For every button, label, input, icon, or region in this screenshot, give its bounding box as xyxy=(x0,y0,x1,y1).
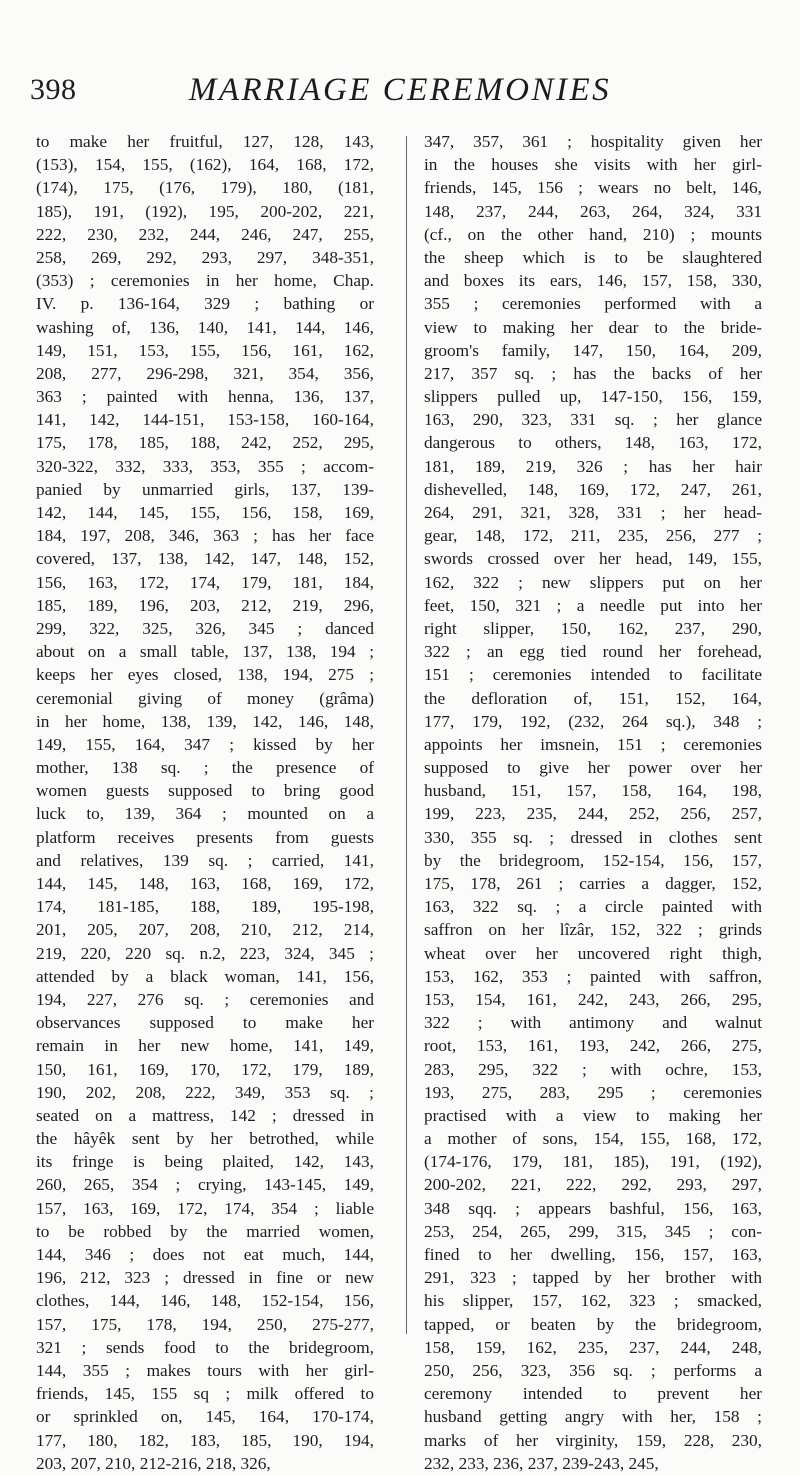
index-line: 222, 230, 232, 244, 246, 247, 255, xyxy=(36,224,374,244)
index-line: appoints her imsnein, 151 ; ceremonies xyxy=(424,734,762,754)
column-divider xyxy=(406,136,407,1334)
index-line: the sheep which is to be slaughtered xyxy=(424,247,762,267)
index-line: washing of, 136, 140, 141, 144, 146, xyxy=(36,317,374,337)
index-line: 149, 155, 164, 347 ; kissed by her xyxy=(36,734,374,754)
index-line: remain in her new home, 141, 149, xyxy=(36,1036,374,1056)
index-line: 321 ; sends food to the bridegroom, xyxy=(36,1337,374,1357)
index-line: 163, 290, 323, 331 sq. ; her glance xyxy=(424,410,762,430)
index-line: 199, 223, 235, 244, 252, 256, 257, xyxy=(424,804,762,824)
index-line: 355 ; ceremonies performed with a xyxy=(424,294,762,314)
index-line: 190, 202, 208, 222, 349, 353 sq. ; xyxy=(36,1082,374,1102)
page-number: 398 xyxy=(30,73,77,106)
index-line: 144, 355 ; makes tours with her girl- xyxy=(36,1360,374,1380)
index-line: 208, 277, 296-298, 321, 354, 356, xyxy=(36,363,374,383)
index-line: 151 ; ceremonies intended to facilitate xyxy=(424,665,762,685)
index-line: marks of her virginity, 159, 228, 230, xyxy=(424,1430,762,1450)
index-line: IV. p. 136-164, 329 ; bathing or xyxy=(36,294,374,314)
page-header xyxy=(30,68,770,118)
index-line: ceremonial giving of money (grâma) xyxy=(36,688,374,708)
index-line: 200-202, 221, 222, 292, 293, 297, xyxy=(424,1175,762,1195)
index-line: in her home, 138, 139, 142, 146, 148, xyxy=(36,711,374,731)
index-line: 253, 254, 265, 299, 315, 345 ; con- xyxy=(424,1221,762,1241)
index-line: (174), 175, (176, 179), 180, (181, xyxy=(36,178,374,198)
index-line: 184, 197, 208, 346, 363 ; has her face xyxy=(36,526,374,546)
index-line: 232, 233, 236, 237, 239-243, 245, xyxy=(424,1453,659,1473)
index-line: 149, 151, 153, 155, 156, 161, 162, xyxy=(36,340,374,360)
index-line: ceremony intended to prevent her xyxy=(424,1384,762,1404)
index-line: 185, 189, 196, 203, 212, 219, 296, xyxy=(36,595,374,615)
index-line: the defloration of, 151, 152, 164, xyxy=(424,688,762,708)
index-line: saffron on her lîzâr, 152, 322 ; grinds xyxy=(424,920,762,940)
index-line: practised with a view to making her xyxy=(424,1105,762,1125)
index-line: 299, 322, 325, 326, 345 ; danced xyxy=(36,618,374,638)
index-line: friends, 145, 156 ; wears no belt, 146, xyxy=(424,178,762,198)
index-line: mother, 138 sq. ; the presence of xyxy=(36,758,374,778)
running-title: MARRIAGE CEREMONIES xyxy=(188,72,612,108)
index-line: (153), 154, 155, (162), 164, 168, 172, xyxy=(36,155,374,175)
index-line: 250, 256, 323, 356 sq. ; performs a xyxy=(424,1360,762,1380)
index-line: 258, 269, 292, 293, 297, 348-351, xyxy=(36,247,374,267)
index-line: 291, 323 ; tapped by her brother with xyxy=(424,1268,762,1288)
index-line: groom's family, 147, 150, 164, 209, xyxy=(424,340,762,360)
index-line: 348 sqq. ; appears bashful, 156, 163, xyxy=(424,1198,762,1218)
index-line: to make her fruitful, 127, 128, 143, xyxy=(36,132,374,151)
index-line: 148, 237, 244, 263, 264, 324, 331 xyxy=(424,201,762,221)
index-line: 330, 355 sq. ; dressed in clothes sent xyxy=(424,827,762,847)
index-line: 194, 227, 276 sq. ; ceremonies and xyxy=(36,989,374,1009)
index-line: 177, 179, 192, (232, 264 sq.), 348 ; xyxy=(424,711,762,731)
index-line: or sprinkled on, 145, 164, 170-174, xyxy=(36,1407,374,1427)
index-line: by the bridegroom, 152-154, 156, 157, xyxy=(424,850,762,870)
index-line: 174, 181-185, 188, 189, 195-198, xyxy=(36,897,374,917)
index-line: 150, 161, 169, 170, 172, 179, 189, xyxy=(36,1059,374,1079)
index-line: clothes, 144, 146, 148, 152-154, 156, xyxy=(36,1291,374,1311)
index-column-left xyxy=(36,130,374,1475)
index-line: 156, 163, 172, 174, 179, 181, 184, xyxy=(36,572,374,592)
index-line: (174-176, 179, 181, 185), 191, (192), xyxy=(424,1152,762,1172)
index-line: panied by unmarried girls, 137, 139- xyxy=(36,479,374,499)
index-line: keeps her eyes closed, 138, 194, 275 ; xyxy=(36,665,374,685)
index-line: gear, 148, 172, 211, 235, 256, 277 ; xyxy=(424,526,762,546)
index-line: dangerous to others, 148, 163, 172, xyxy=(424,433,762,453)
index-line: women guests supposed to bring good xyxy=(36,781,374,801)
index-line: covered, 137, 138, 142, 147, 148, 152, xyxy=(36,549,374,569)
index-line: attended by a black woman, 141, 156, xyxy=(36,966,374,986)
index-line: 320-322, 332, 333, 353, 355 ; accom- xyxy=(36,456,374,476)
index-line: 347, 357, 361 ; hospitality given her xyxy=(424,132,762,151)
index-line: 196, 212, 323 ; dressed in fine or new xyxy=(36,1268,374,1288)
index-line: 158, 159, 162, 235, 237, 244, 248, xyxy=(424,1337,762,1357)
index-line: feet, 150, 321 ; a needle put into her xyxy=(424,595,762,615)
index-line: husband getting angry with her, 158 ; xyxy=(424,1407,762,1427)
index-line: 193, 275, 283, 295 ; ceremonies xyxy=(424,1082,762,1102)
index-line: 157, 175, 178, 194, 250, 275-277, xyxy=(36,1314,374,1334)
index-line: 153, 162, 353 ; painted with saffron, xyxy=(424,966,762,986)
index-line: (cf., on the other hand, 210) ; mounts xyxy=(424,224,762,244)
index-line: friends, 145, 155 sq ; milk offered to xyxy=(36,1384,374,1404)
index-line: 175, 178, 185, 188, 242, 252, 295, xyxy=(36,433,374,453)
index-line: seated on a mattress, 142 ; dressed in xyxy=(36,1105,374,1125)
index-line: tapped, or beaten by the bridegroom, xyxy=(424,1314,762,1334)
index-line: 177, 180, 182, 183, 185, 190, 194, xyxy=(36,1430,374,1450)
index-line: supposed to give her power over her xyxy=(424,758,762,778)
index-line: fined to her dwelling, 156, 157, 163, xyxy=(424,1245,762,1264)
index-line: wheat over her uncovered right thigh, xyxy=(424,943,762,963)
index-line: his slipper, 157, 162, 323 ; smacked, xyxy=(424,1291,762,1311)
index-line: 157, 163, 169, 172, 174, 354 ; liable xyxy=(36,1198,374,1218)
index-line: luck to, 139, 364 ; mounted on a xyxy=(36,804,374,824)
index-line: 264, 291, 321, 328, 331 ; her head- xyxy=(424,503,762,522)
index-line: 322 ; an egg tied round her forehead, xyxy=(424,642,762,662)
index-line: 181, 189, 219, 326 ; has her hair xyxy=(424,456,762,476)
index-line: dishevelled, 148, 169, 172, 247, 261, xyxy=(424,479,762,499)
index-line: 217, 357 sq. ; has the backs of her xyxy=(424,363,762,383)
index-line: 203, 207, 210, 212-216, 218, 326, xyxy=(36,1453,271,1473)
index-line: root, 153, 161, 193, 242, 266, 275, xyxy=(424,1036,762,1056)
index-line: 162, 322 ; new slippers put on her xyxy=(424,572,762,592)
index-column-right xyxy=(424,130,762,1475)
index-line: 141, 142, 144-151, 153-158, 160-164, xyxy=(36,410,374,430)
index-line: in the houses she visits with her girl- xyxy=(424,155,762,175)
index-line: and relatives, 139 sq. ; carried, 141, xyxy=(36,850,374,870)
index-line: view to making her dear to the bride- xyxy=(424,317,762,337)
index-line: the hâyêk sent by her betrothed, while xyxy=(36,1129,374,1149)
index-line: 363 ; painted with henna, 136, 137, xyxy=(36,387,374,407)
index-line: 283, 295, 322 ; with ochre, 153, xyxy=(424,1059,762,1079)
index-line: 144, 346 ; does not eat much, 144, xyxy=(36,1245,374,1264)
index-line: 153, 154, 161, 242, 243, 266, 295, xyxy=(424,989,762,1009)
index-line: right slipper, 150, 162, 237, 290, xyxy=(424,618,762,638)
index-line: 201, 205, 207, 208, 210, 212, 214, xyxy=(36,920,374,940)
index-line: (353) ; ceremonies in her home, Chap. xyxy=(36,271,374,291)
index-line: husband, 151, 157, 158, 164, 198, xyxy=(424,781,762,801)
index-line: 163, 322 sq. ; a circle painted with xyxy=(424,897,762,917)
index-line: about on a small table, 137, 138, 194 ; xyxy=(36,642,374,662)
index-line: its fringe is being plaited, 142, 143, xyxy=(36,1152,374,1172)
index-line: slippers pulled up, 147-150, 156, 159, xyxy=(424,387,762,407)
index-line: 144, 145, 148, 163, 168, 169, 172, xyxy=(36,874,374,893)
index-line: to be robbed by the married women, xyxy=(36,1221,374,1241)
index-line: platform receives presents from guests xyxy=(36,827,374,847)
index-line: 185), 191, (192), 195, 200-202, 221, xyxy=(36,201,374,221)
index-line: 260, 265, 354 ; crying, 143-145, 149, xyxy=(36,1175,374,1195)
index-line: a mother of sons, 154, 155, 168, 172, xyxy=(424,1129,762,1149)
index-line: observances supposed to make her xyxy=(36,1013,374,1033)
index-line: and boxes its ears, 146, 157, 158, 330, xyxy=(424,271,762,291)
index-line: 219, 220, 220 sq. n.2, 223, 324, 345 ; xyxy=(36,943,374,963)
index-line: 175, 178, 261 ; carries a dagger, 152, xyxy=(424,874,762,893)
index-line: 322 ; with antimony and walnut xyxy=(424,1013,762,1033)
index-line: swords crossed over her head, 149, 155, xyxy=(424,549,762,569)
index-line: 142, 144, 145, 155, 156, 158, 169, xyxy=(36,503,374,522)
